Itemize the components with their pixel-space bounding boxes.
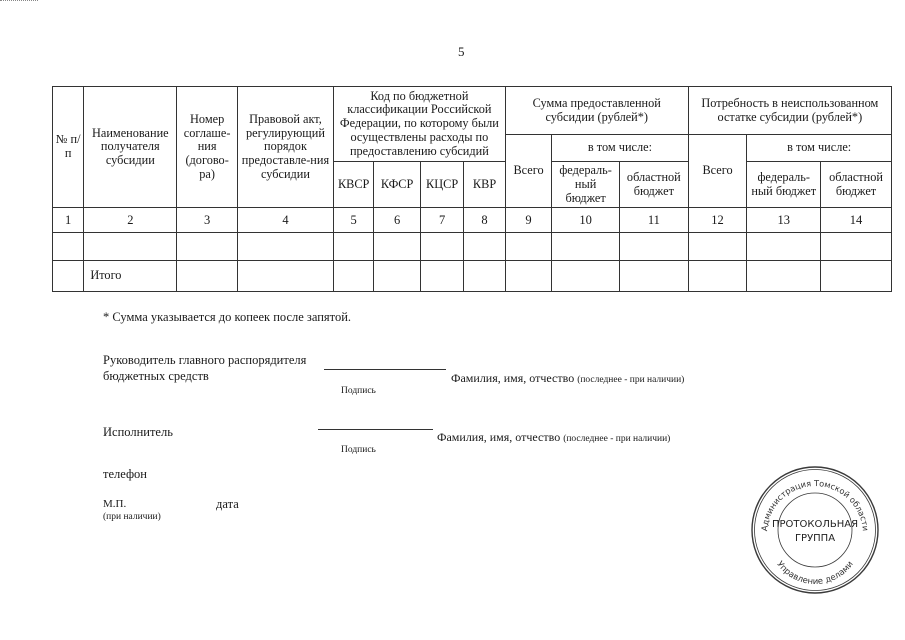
- column-number: 2: [84, 208, 177, 233]
- footnote: * Сумма указывается до копеек после запятой.: [103, 310, 352, 324]
- phone-label: телефон: [103, 467, 147, 481]
- header-sum-including: в том числе:: [552, 135, 688, 162]
- mp-label: М.П.: [103, 498, 127, 510]
- empty-cell: [619, 233, 688, 260]
- executor-label: Исполнитель: [103, 425, 173, 439]
- column-number: 10: [552, 208, 620, 233]
- column-number: 8: [464, 208, 505, 233]
- empty-cell: [688, 233, 747, 260]
- header-need-unused: Потребность в неиспользованном остатке субсидии (рублей*): [688, 87, 891, 135]
- column-number: 3: [177, 208, 238, 233]
- empty-cell: [747, 233, 821, 260]
- stamp-place: [103, 497, 161, 524]
- head-signature-line: [324, 369, 446, 370]
- empty-cell: [237, 260, 333, 291]
- empty-cell: [84, 233, 177, 260]
- column-number-row: [53, 208, 892, 233]
- column-number: 11: [619, 208, 688, 233]
- header-need-including: в том числе:: [747, 135, 892, 162]
- header-sum-regional: областной бюджет: [619, 162, 688, 208]
- column-number: 5: [333, 208, 373, 233]
- header-need-total: Всего: [688, 135, 747, 208]
- empty-cell: [464, 260, 505, 291]
- header-sum-provided: Сумма предоставленной субсидии (рублей*): [505, 87, 688, 135]
- header-code-kvr: КВР: [464, 162, 505, 208]
- head-signature-caption: Подпись: [341, 386, 376, 396]
- header-legal-act: Правовой акт, регулирующий порядок предоставле-ния субсидии: [237, 87, 333, 208]
- head-label: Руководитель главного распорядителя бюджетных средств: [103, 353, 307, 384]
- column-number: 13: [747, 208, 821, 233]
- svg-text:Администрация Томской области: Администрация Томской области: [759, 477, 871, 532]
- empty-cell: [374, 233, 420, 260]
- table-row-total: [53, 260, 892, 291]
- header-budget-code: Код по бюджетной классификации Российской Федерации, по которому были осуществлены расходы по предоставлению субсидий: [333, 87, 505, 162]
- column-number: 6: [374, 208, 420, 233]
- column-number: 7: [420, 208, 463, 233]
- empty-cell: [420, 260, 463, 291]
- header-num: № п/п: [53, 87, 84, 208]
- stamp-line2: ГРУППА: [794, 533, 836, 544]
- header-sum-total: Всего: [505, 135, 551, 208]
- empty-cell: [177, 233, 238, 260]
- column-number: 14: [821, 208, 892, 233]
- header-sum-federal: федераль-ный бюджет: [552, 162, 620, 208]
- head-fio-text: Фамилия, имя, отчество: [451, 371, 575, 385]
- executor-signature-caption: Подпись: [341, 445, 376, 455]
- empty-cell: [53, 260, 84, 291]
- column-number: 1: [53, 208, 84, 233]
- column-number: 9: [505, 208, 551, 233]
- date-label: дата: [216, 497, 239, 511]
- executor-fio-text: Фамилия, имя, отчество: [437, 430, 561, 444]
- scan-edge-mark: [0, 0, 38, 3]
- table-row-empty: [53, 233, 892, 260]
- empty-cell: [333, 233, 373, 260]
- empty-cell: [374, 260, 420, 291]
- empty-cell: [53, 233, 84, 260]
- empty-cell: [821, 260, 892, 291]
- svg-text:Управление делами: Управление делами: [774, 559, 856, 588]
- empty-cell: [333, 260, 373, 291]
- head-fio-note: (последнее - при наличии): [577, 375, 685, 385]
- empty-cell: [821, 233, 892, 260]
- column-number: 12: [688, 208, 747, 233]
- column-number: 4: [237, 208, 333, 233]
- empty-cell: [464, 233, 505, 260]
- empty-cell: [177, 260, 238, 291]
- empty-cell: [688, 260, 747, 291]
- empty-cell: [747, 260, 821, 291]
- executor-fio-note: (последнее - при наличии): [563, 434, 671, 444]
- page-number: 5: [458, 44, 465, 59]
- empty-cell: [552, 260, 620, 291]
- empty-cell: [552, 233, 620, 260]
- round-stamp-seal: [749, 464, 881, 596]
- mp-note: (при наличии): [103, 512, 161, 523]
- header-code-kvsr: КВСР: [333, 162, 373, 208]
- empty-cell: [505, 260, 551, 291]
- empty-cell: [420, 233, 463, 260]
- executor-fio: [437, 430, 670, 445]
- empty-cell: [505, 233, 551, 260]
- header-code-kfsr: КФСР: [374, 162, 420, 208]
- header-need-federal: федераль-ный бюджет: [747, 162, 821, 208]
- executor-signature-line: [318, 429, 433, 430]
- empty-cell: [619, 260, 688, 291]
- total-label: Итого: [84, 260, 177, 291]
- header-code-kcsr: КЦСР: [420, 162, 463, 208]
- header-need-regional: областной бюджет: [821, 162, 892, 208]
- header-agreement: Номер соглаше-ния (догово-ра): [177, 87, 238, 208]
- empty-cell: [237, 233, 333, 260]
- head-fio: [451, 371, 684, 386]
- header-recipient: Наименование получателя субсидии: [84, 87, 177, 208]
- stamp-line1: ПРОТОКОЛЬНАЯ: [771, 519, 859, 530]
- subsidy-report-table: [52, 86, 892, 292]
